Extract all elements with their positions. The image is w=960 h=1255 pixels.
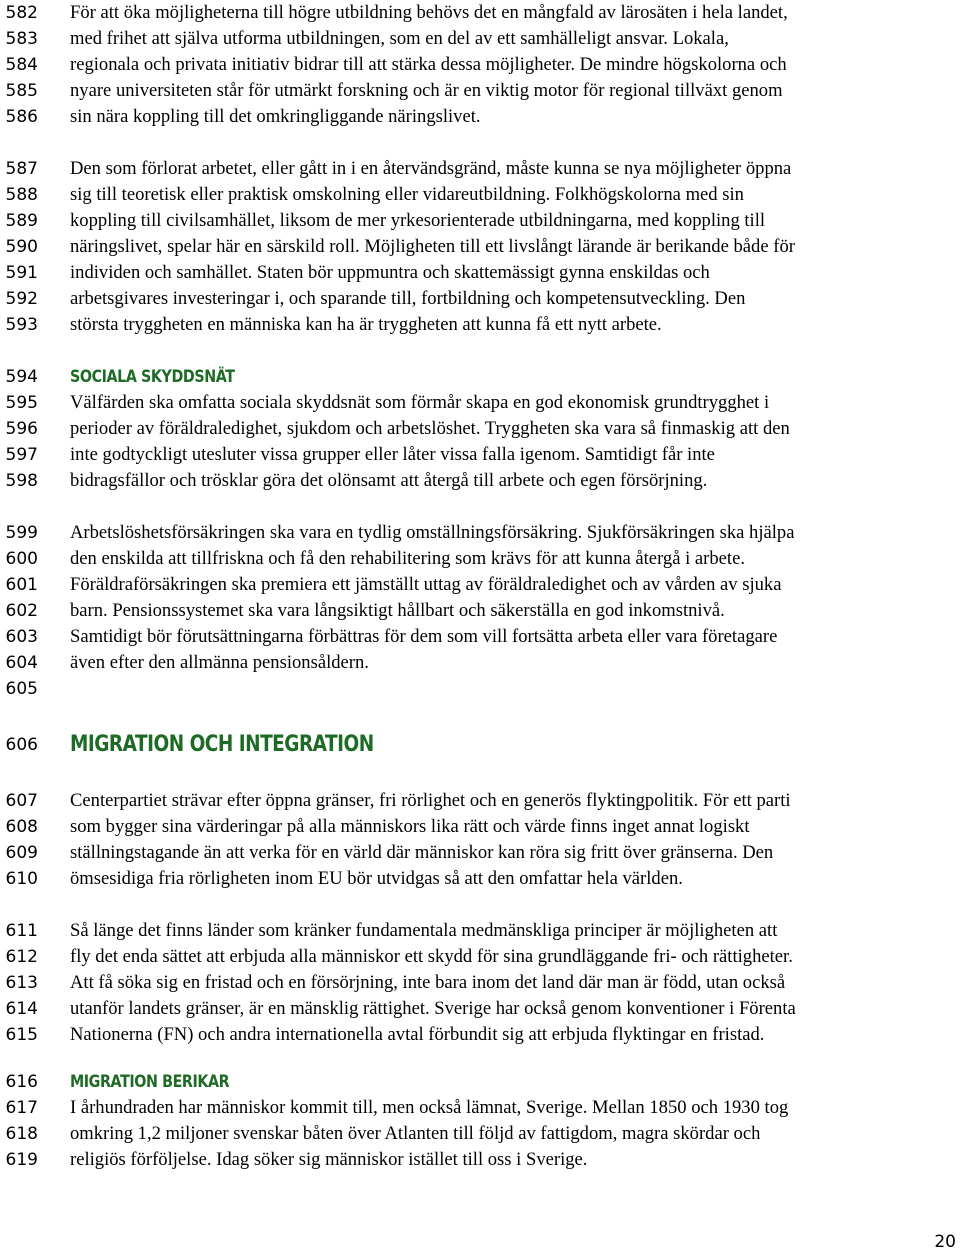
line-number: 609 [5,843,38,863]
line-number: 613 [5,973,38,993]
text-line: perioder av föräldraledighet, sjukdom och arbetslöshet. Tryggheten ska vara så finmaskig att den [70,418,790,439]
line-number: 607 [5,791,38,811]
text-line: Nationerna (FN) och andra internationella avtal förbundit sig att erbjuda flyktingar en fristad. [70,1024,765,1045]
text-line: fly det enda sättet att erbjuda alla människor ett skydd för sina grundläggande fri- och rättigheter. [70,946,793,967]
line-number: 617 [5,1098,38,1118]
text-line: ställningstagande än att verka för en värld där människor kan röra sig fritt över gränserna. Den [70,842,774,863]
subsection-heading: SOCIALA SKYDDSNÄT [70,367,235,387]
line-number: 608 [5,817,38,837]
line-number: 599 [5,523,38,543]
line-number: 584 [5,55,38,75]
line-number: 618 [5,1124,38,1144]
text-line: Att få söka sig en fristad och en försörjning, inte bara inom det land där man är född, utan också [70,972,786,993]
text-line: nyare universiteten står för utmärkt forskning och är en viktig motor för regional tillväxt genom [70,80,783,101]
text-line: Centerpartiet strävar efter öppna gränser, fri rörlighet och en generös flyktingpolitik. För ett parti [70,790,791,811]
line-number: 605 [5,679,38,699]
text-line: Arbetslöshetsförsäkringen ska vara en tydlig omställningsförsäkring. Sjukförsäkringen ska hjälpa [70,522,795,543]
subsection-heading: MIGRATION BERIKAR [70,1072,230,1092]
text-line: Välfärden ska omfatta sociala skyddsnät som förmår skapa en god ekonomisk grundtrygghet i [70,392,770,413]
section-heading: MIGRATION OCH INTEGRATION [70,732,374,757]
text-line: regionala och privata initiativ bidrar till att stärka dessa möjligheter. De mindre högskolorna och [70,54,787,75]
line-number: 583 [5,29,38,49]
text-line: individen och samhället. Staten bör uppmuntra och skattemässigt gynna enskildas och [70,262,710,283]
line-number: 596 [5,419,38,439]
line-number: 594 [5,367,38,387]
line-number: 585 [5,81,38,101]
text-line: ömsesidiga fria rörligheten inom EU bör utvidgas så att den omfattar hela världen. [70,868,683,889]
line-number: 611 [5,921,38,941]
line-number: 592 [5,289,38,309]
text-line: I århundraden har människor kommit till, men också lämnat, Sverige. Mellan 1850 och 1930 tog [70,1097,789,1118]
text-line: Samtidigt bör förutsättningarna förbättras för dem som vill fortsätta arbeta eller vara företagare [70,626,778,647]
text-line: sig till teoretisk eller praktisk omskolning eller vidareutbildning. Folkhögskolorna med sin [70,184,744,205]
line-number: 602 [5,601,38,621]
text-line: bidragsfällor och trösklar göra det olönsamt att återgå till arbete och egen försörjning. [70,470,708,491]
line-number: 612 [5,947,38,967]
line-number: 590 [5,237,38,257]
text-line: religiös förföljelse. Idag söker sig människor istället till oss i Sverige. [70,1149,588,1170]
text-line: största tryggheten en människa kan ha är tryggheten att kunna få ett nytt arbete. [70,314,662,335]
text-line: med frihet att själva utforma utbildningen, som en del av ett samhälleligt ansvar. Lokala, [70,28,729,49]
text-line [70,676,958,702]
line-number: 606 [5,735,38,755]
text-line: Så länge det finns länder som kränker fundamentala medmänskliga principer är möjligheten att [70,920,778,941]
page-number: 20 [934,1232,956,1252]
line-number: 589 [5,211,38,231]
line-number: 615 [5,1025,38,1045]
line-number: 603 [5,627,38,647]
line-number: 597 [5,445,38,465]
text-line: koppling till civilsamhället, liksom de mer yrkesorienterade utbildningarna, med koppling till [70,210,766,231]
text-line: Den som förlorat arbetet, eller gått in i en återvändsgränd, måste kunna se nya möjligheter öppna [70,158,792,179]
line-number: 595 [5,393,38,413]
line-number: 582 [5,3,38,23]
text-line: Föräldraförsäkringen ska premiera ett jämställt uttag av föräldraledighet och av vården av sjuka [70,574,782,595]
text-line: även efter den allmänna pensionsåldern. [70,652,369,673]
line-number: 598 [5,471,38,491]
text-line: som bygger sina värderingar på alla människors lika rätt och värde finns inget annat logiskt [70,816,750,837]
text-line: omkring 1,2 miljoner svenskar båten över Atlanten till följd av fattigdom, magra skördar och [70,1123,761,1144]
line-number: 587 [5,159,38,179]
text-line: barn. Pensionssystemet ska vara långsiktigt hållbart och säkerställa en god inkomstnivå. [70,600,725,621]
text-line: den enskilda att tillfriskna och få den rehabilitering som krävs för att kunna återgå i arbete. [70,548,745,569]
line-number: 601 [5,575,38,595]
line-number: 614 [5,999,38,1019]
text-line: sin nära koppling till det omkringliggande näringslivet. [70,106,481,127]
text-line: inte godtyckligt utesluter vissa grupper eller låter vissa falla igenom. Samtidigt får inte [70,444,715,465]
text-line: näringslivet, spelar här en särskild roll. Möjligheten till ett livslångt lärande är berikande både för [70,236,795,257]
line-number: 600 [5,549,38,569]
line-number: 616 [5,1072,38,1092]
line-number: 619 [5,1150,38,1170]
text-line: utanför landets gränser, är en mänsklig rättighet. Sverige har också genom konventioner i Förenta [70,998,796,1019]
line-number: 593 [5,315,38,335]
text-line: arbetsgivares investeringar i, och sparande till, fortbildning och kompetensutveckling. Den [70,288,746,309]
line-number: 586 [5,107,38,127]
line-number: 591 [5,263,38,283]
text-line: För att öka möjligheterna till högre utbildning behövs det en mångfald av lärosäten i hela landet, [70,2,788,23]
line-number: 604 [5,653,38,673]
line-number: 610 [5,869,38,889]
line-number: 588 [5,185,38,205]
